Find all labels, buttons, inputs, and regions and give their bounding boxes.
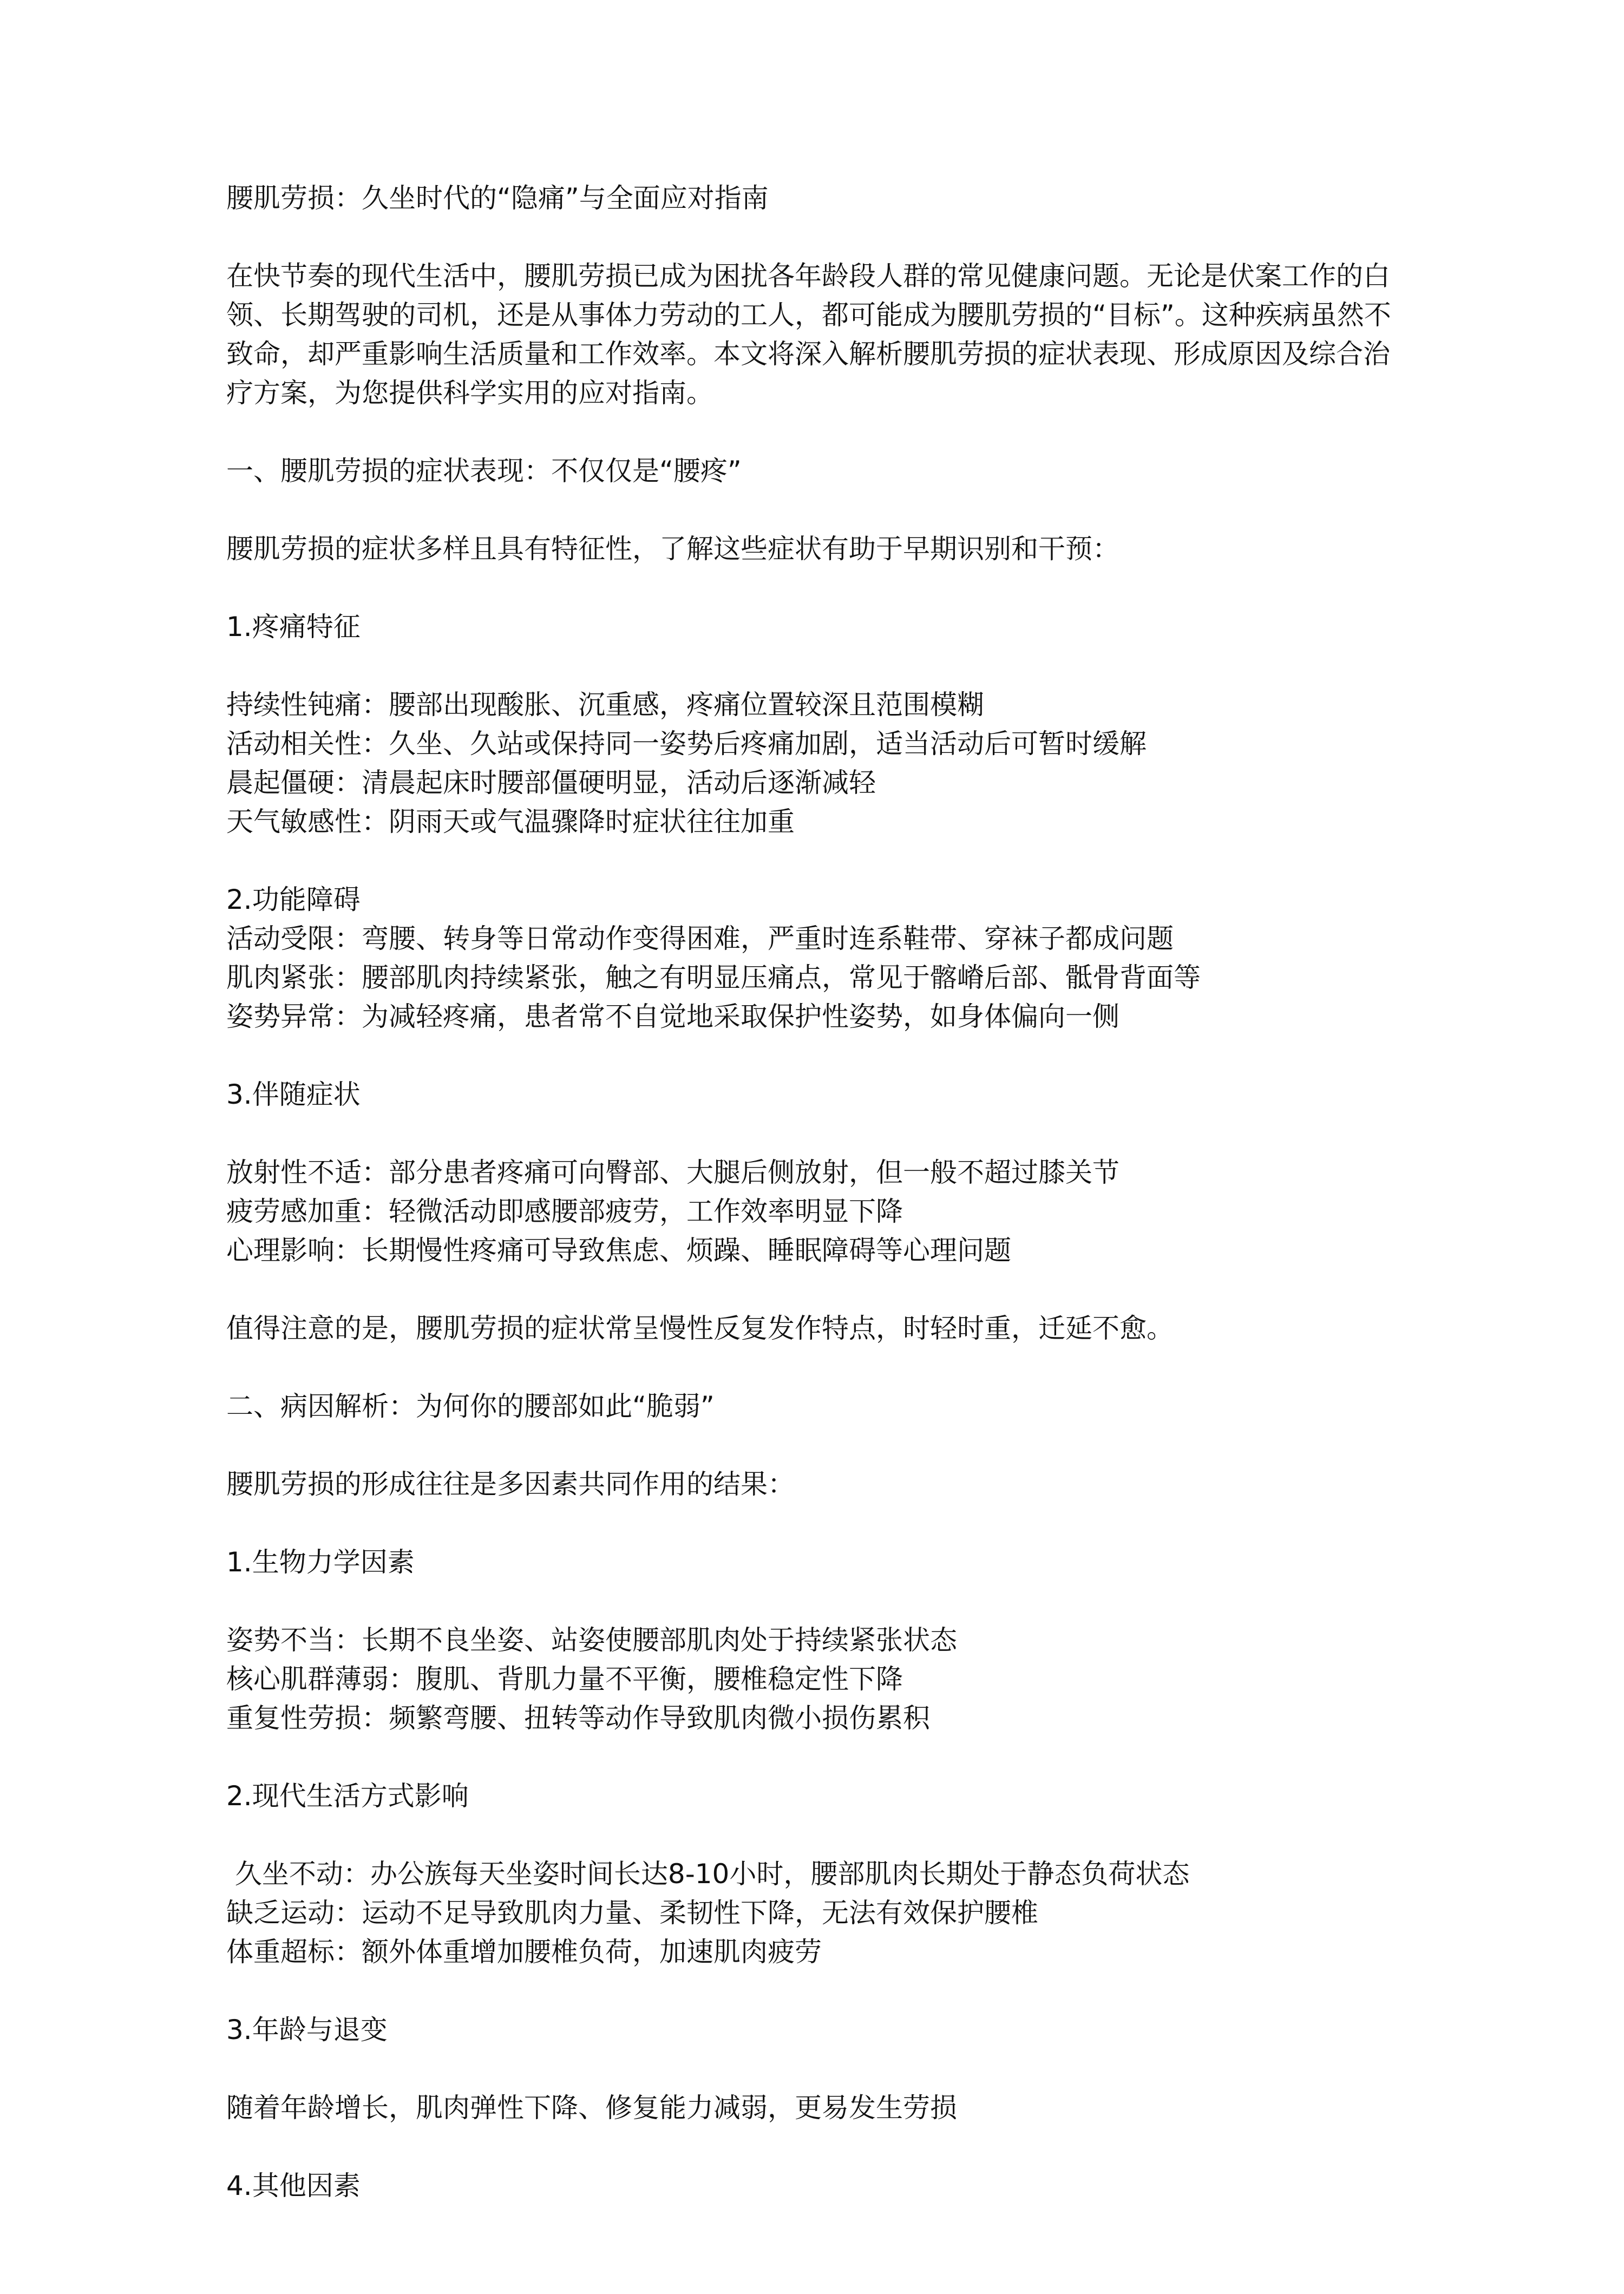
section1-note: 值得注意的是，腰肌劳损的症状常呈慢性反复发作特点，时轻时重，迁延不愈。 [226,1313,1174,1344]
function-item: 肌肉紧张：腰部肌肉持续紧张，触之有明显压痛点，常见于髂嵴后部、骶骨背面等 [226,962,1201,993]
lifestyle-item: 久坐不动：办公族每天坐姿时间长达8-10小时，腰部肌肉长期处于静态负荷状态 [226,1858,1190,1890]
lifestyle-item: 缺乏运动：运动不足导致肌肉力量、柔韧性下降，无法有效保护腰椎 [226,1897,1038,1929]
biomech-item: 核心肌群薄弱：腹肌、背肌力量不平衡，腰椎稳定性下降 [226,1663,903,1695]
intro-paragraph: 在快节奏的现代生活中，腰肌劳损已成为困扰各年龄段人群的常见健康问题。无论是伏案工作的白领、长期驾驶的司机，还是从事体力劳动的工人，都可能成为腰肌劳损的“目标”。这种疾病虽然不致命，却严重影响生活质量和工作效率。本文将深入解析腰肌劳损的症状表现、形成原因及综合治疗方案，为您提供科学实用的应对指南。 [226,260,1391,409]
section1-lead: 腰肌劳损的症状多样且具有特征性，了解这些症状有助于早期识别和干预： [226,533,1119,565]
age-heading: 3.年龄与退变 [226,2014,388,2046]
pain-item: 持续性钝痛：腰部出现酸胀、沉重感，疼痛位置较深且范围模糊 [226,689,984,720]
section2-heading: 二、病因解析：为何你的腰部如此“脆弱” [226,1391,715,1422]
article-body [226,179,1406,2205]
article-title: 腰肌劳损：久坐时代的“隐痛”与全面应对指南 [226,182,769,214]
pain-item: 天气敏感性：阴雨天或气温骤降时症状往往加重 [226,806,795,837]
function-item: 活动受限：弯腰、转身等日常动作变得困难，严重时连系鞋带、穿袜子都成问题 [226,923,1174,954]
biomech-item: 重复性劳损：频繁弯腰、扭转等动作导致肌肉微小损伤累积 [226,1702,930,1734]
section1-heading: 一、腰肌劳损的症状表现：不仅仅是“腰疼” [226,455,742,487]
accompany-item: 疲劳感加重：轻微活动即感腰部疲劳，工作效率明显下降 [226,1196,903,1227]
biomech-item: 姿势不当：长期不良坐姿、站姿使腰部肌肉处于持续紧张状态 [226,1624,957,1656]
lifestyle-item: 体重超标：额外体重增加腰椎负荷，加速肌肉疲劳 [226,1936,822,1968]
pain-item: 晨起僵硬：清晨起床时腰部僵硬明显，活动后逐渐减轻 [226,767,876,798]
pain-item: 活动相关性：久坐、久站或保持同一姿势后疼痛加剧，适当活动后可暂时缓解 [226,728,1147,759]
function-item: 姿势异常：为减轻疼痛，患者常不自觉地采取保护性姿势，如身体偏向一侧 [226,1001,1119,1032]
other-heading: 4.其他因素 [226,2170,361,2201]
biomech-heading: 1.生物力学因素 [226,1546,415,1578]
pain-heading: 1.疼痛特征 [226,611,361,643]
lifestyle-heading: 2.现代生活方式影响 [226,1780,469,1812]
accompany-heading: 3.伴随症状 [226,1079,361,1110]
accompany-item: 放射性不适：部分患者疼痛可向臀部、大腿后侧放射，但一般不超过膝关节 [226,1157,1119,1188]
accompany-item: 心理影响：长期慢性疼痛可导致焦虑、烦躁、睡眠障碍等心理问题 [226,1235,1011,1266]
function-heading: 2.功能障碍 [226,884,361,915]
section2-lead: 腰肌劳损的形成往往是多因素共同作用的结果： [226,1469,795,1500]
age-text: 随着年龄增长，肌肉弹性下降、修复能力减弱，更易发生劳损 [226,2092,957,2123]
